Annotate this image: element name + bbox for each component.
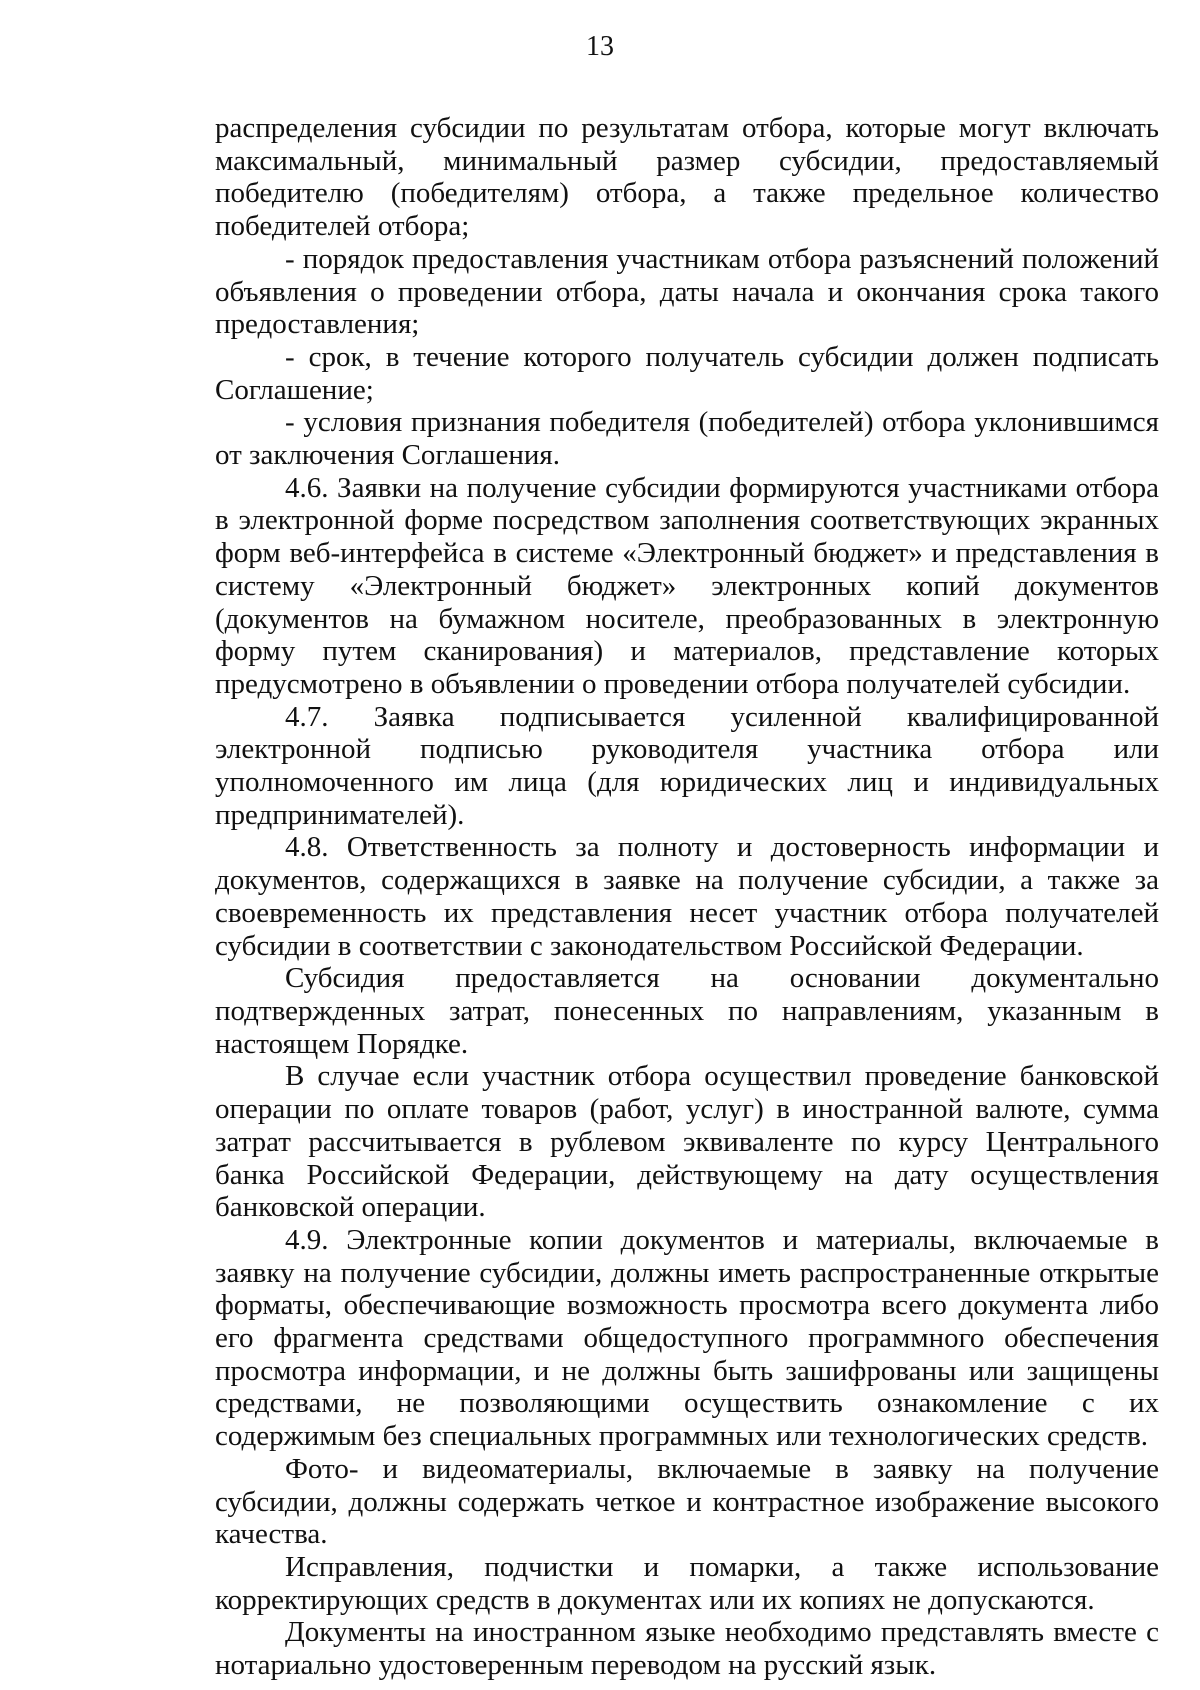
- document-body: [215, 112, 1159, 1682]
- clause-4-6: 4.6. Заявки на получение субсидии формируются участниками отбора в электронной форме посредством заполнения соответствующих экранных форм веб-интерфейса в системе «Электронный бюджет» и представления в систему «Электронный бюджет» электронных копий документов (документов на бумажном носителе, преобразованных в электронную форму путем сканирования) и материалов, представление которых предусмотрено в объявлении о проведении отбора получателей субсидии.: [215, 471, 1159, 700]
- paragraph-foreign-currency: В случае если участник отбора осуществил проведение банковской операции по оплате товаров (работ, услуг) в иностранной валюте, сумма затрат рассчитывается в рублевом эквиваленте по курсу Центрального банка Российской Федерации, действующему на дату осуществления банковской операции.: [215, 1060, 1159, 1224]
- paragraph-subsidy-basis: Субсидия предоставляется на основании документально подтвержденных затрат, понесенных по направлениям, указанным в настоящем Порядке.: [215, 962, 1159, 1060]
- clause-4-8: 4.8. Ответственность за полноту и достоверность информации и документов, содержащихся в заявке на получение субсидии, а также за своевременность их представления несет участник отбора получателей субсидии в соответствии с законодательством Российской Федерации.: [215, 831, 1159, 962]
- paragraph-foreign-language: Документы на иностранном языке необходимо представлять вместе с нотариально удостоверенным переводом на русский язык.: [215, 1616, 1159, 1682]
- paragraph-continuation: распределения субсидии по результатам отбора, которые могут включать максимальный, минимальный размер субсидии, предоставляемый победителю (победителям) отбора, а также предельное количество победителей отбора;: [215, 112, 1159, 243]
- page-number: 13: [586, 31, 614, 62]
- clause-4-9: 4.9. Электронные копии документов и материалы, включаемые в заявку на получение субсидии, должны иметь распространенные открытые форматы, обеспечивающие возможность просмотра всего документа либо его фрагмента средствами общедоступного программного обеспечения просмотра информации, и не должны быть зашифрованы или защищены средствами, не позволяющими осуществить ознакомление с их содержимым без специальных программных или технологических средств.: [215, 1223, 1159, 1453]
- list-item-evasion-conditions: - условия признания победителя (победителей) отбора уклонившимся от заключения Соглашения.: [215, 406, 1159, 472]
- list-item-clarification-procedure: - порядок предоставления участникам отбора разъяснений положений объявления о проведении отбора, даты начала и окончания срока такого предоставления;: [215, 242, 1159, 341]
- paragraph-photo-video: Фото- и видеоматериалы, включаемые в заявку на получение субсидии, должны содержать четкое и контрастное изображение высокого качества.: [215, 1452, 1159, 1551]
- list-item-signing-deadline: - срок, в течение которого получатель субсидии должен подписать Соглашение;: [215, 340, 1159, 406]
- clause-4-7: 4.7. Заявка подписывается усиленной квалифицированной электронной подписью руководителя участника отбора или уполномоченного им лица (для юридических лиц и индивидуальных предпринимателей).: [215, 700, 1159, 831]
- paragraph-corrections: Исправления, подчистки и помарки, а также использование корректирующих средств в документах или их копиях не допускаются.: [215, 1550, 1159, 1616]
